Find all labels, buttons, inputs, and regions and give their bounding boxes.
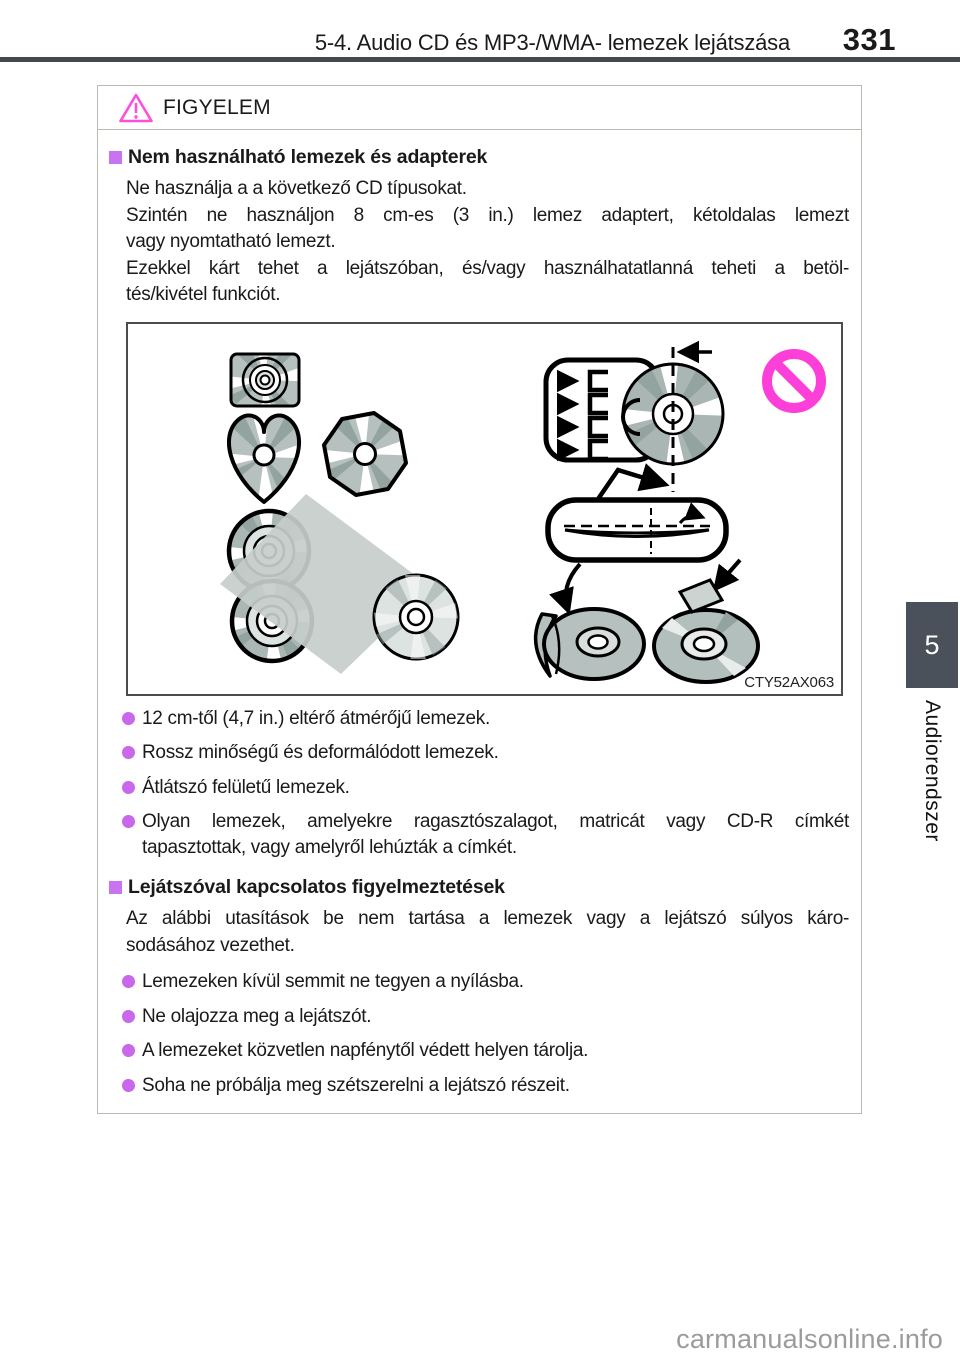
list-item: Ne olajozza meg a lejátszót.	[126, 1004, 849, 1030]
list-item: A lemezeket közvetlen napfénytől védett helyen tárolja.	[126, 1038, 849, 1064]
section-heading-text: Nem használható lemezek és adapterek	[128, 146, 488, 168]
prohibition-icon	[767, 354, 821, 408]
section-heading	[109, 876, 847, 899]
paragraph	[126, 176, 849, 309]
chapter-title: 5-4. Audio CD és MP3-/WMA- lemezek lejátszása	[314, 30, 790, 55]
disc-illustration-art	[128, 324, 841, 694]
labeled-disc-icon	[654, 560, 758, 682]
list-item: Lemezeken kívül semmit ne tegyen a nyílásba.	[126, 969, 849, 995]
list-item: 12 cm-től (4,7 in.) eltérő átmérőjű lemezek.	[126, 706, 849, 732]
square-bullet-icon	[109, 881, 122, 894]
circle-bullet-icon	[122, 1079, 135, 1092]
circle-bullet-icon	[122, 712, 135, 725]
circle-bullet-icon	[122, 975, 135, 988]
disc-illustration	[126, 322, 843, 696]
heart-disc-icon	[218, 406, 313, 506]
paragraph-line: Ne használja a a következő CD típusokat.	[126, 178, 467, 199]
page-number: 331	[842, 22, 896, 57]
circle-bullet-icon	[122, 815, 135, 828]
circle-bullet-icon	[122, 1044, 135, 1057]
header-rule	[0, 57, 960, 62]
paragraph-line: tés/kivétel funkciót.	[126, 284, 281, 305]
list-item: Rossz minőségű és deformálódott lemezek.	[126, 740, 849, 766]
chapter-tab: 5	[906, 602, 958, 688]
list-item: Soha ne próbálja meg szétszerelni a lejátszó részeit.	[126, 1073, 849, 1099]
paragraph-line: sodásához vezethet.	[126, 934, 295, 956]
watermark-link[interactable]: carmanualsonline.info	[676, 1324, 943, 1354]
octagon-disc-icon	[318, 407, 413, 502]
clear-disc-icon	[374, 575, 458, 659]
warped-disc-icon	[536, 564, 644, 679]
warning-box	[97, 85, 862, 1114]
warning-box-header	[98, 86, 861, 130]
bullet-list	[126, 969, 849, 1099]
paragraph-line: Az alábbi utasítások be nem tartása a lemezek vagy a lejátszó súlyos káro-	[126, 908, 849, 929]
paragraph-line: Szintén ne használjon 8 cm-es (3 in.) lemez adaptert, kétoldalas lemezt	[126, 204, 849, 226]
circle-bullet-icon	[122, 781, 135, 794]
list-item: Olyan lemezek, amelyekre ragasztószalagot, matricát vagy CD-R címkét tapasztottak, vagy amelyről lehúzták a címkét.	[126, 809, 849, 861]
figure-caption: CTY52AX063	[744, 673, 834, 691]
warning-box-body	[98, 130, 861, 1113]
square-disc-icon	[228, 342, 302, 416]
chapter-side-label: Audiorendszer	[921, 700, 944, 842]
section-heading	[109, 146, 847, 169]
circle-bullet-icon	[122, 746, 135, 759]
paragraph-line: Ezekkel kárt tehet a lejátszóban, és/vagy használhatatlanná teheti a betöl-	[126, 257, 849, 279]
warning-triangle-icon	[118, 92, 154, 124]
bullet-list	[126, 706, 849, 862]
list-item: Átlátszó felületű lemezek.	[126, 775, 849, 801]
page-header	[0, 0, 960, 62]
square-bullet-icon	[109, 151, 122, 164]
warning-title: FIGYELEM	[163, 95, 271, 119]
circle-bullet-icon	[122, 1010, 135, 1023]
section-heading-text: Lejátszóval kapcsolatos figyelmeztetések	[128, 876, 505, 898]
paragraph	[126, 906, 849, 959]
paragraph-line: vagy nyomtatható lemezt.	[126, 231, 336, 252]
player-slot-icon	[548, 470, 726, 560]
